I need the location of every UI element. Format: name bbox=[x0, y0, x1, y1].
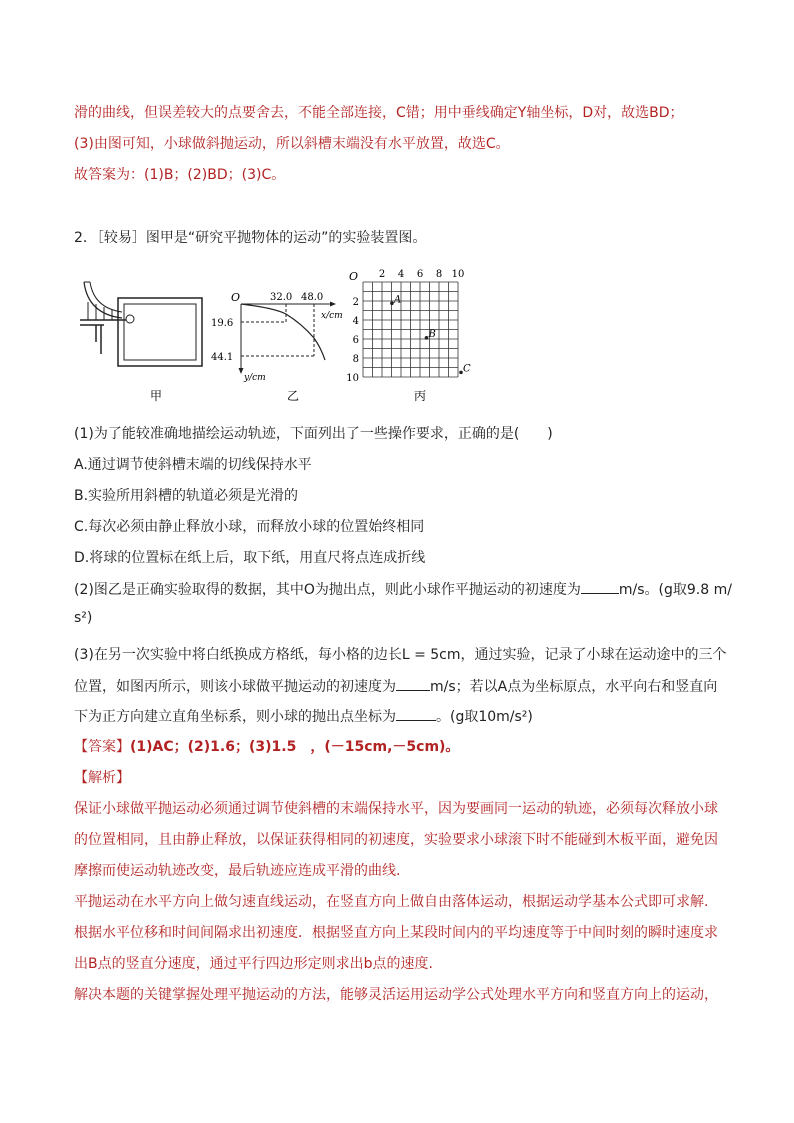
x-tick-label: 10 bbox=[451, 269, 465, 280]
q3-speed-blank[interactable] bbox=[396, 676, 430, 691]
question-part-3-line-2 bbox=[74, 676, 717, 697]
figure-bing-points bbox=[390, 294, 471, 374]
question-part-1: (1)为了能较准确地描绘运动轨迹，下面列出了一些操作要求，正确的是( ) bbox=[74, 426, 553, 442]
q3-coordinate-blank[interactable] bbox=[396, 706, 436, 721]
q2-text-b: m/s。(g取9.8 m/ bbox=[618, 582, 732, 598]
answer-line bbox=[74, 737, 459, 757]
question-title: 2．［较易］图甲是“研究平抛物体的运动”的实验装置图。 bbox=[74, 230, 427, 246]
prev-analysis-line-2: (3)由图可知，小球做斜抛运动，所以斜槽末端没有水平放置，故选C。 bbox=[74, 136, 510, 152]
question-part-3-line-3 bbox=[74, 706, 533, 727]
analysis-paragraph-7: 解决本题的关键掌握处理平抛运动的方法，能够灵活运用运动学公式处理水平方向和竖直方向上的运动， bbox=[74, 987, 718, 1003]
trajectory-point-label: B bbox=[428, 328, 436, 340]
figure-bing-grid bbox=[363, 282, 458, 377]
figure-yi-origin: O bbox=[231, 291, 241, 304]
prev-analysis-line-1: 滑的曲线，但误差较大的点要舍去，不能全部连接，C错；用中垂线确定Y轴坐标，D对，故选BD； bbox=[74, 105, 684, 121]
option-d: D.将球的位置标在纸上后，取下纸，用直尺将点连成折线 bbox=[74, 550, 426, 566]
question-part-2 bbox=[74, 579, 732, 600]
figure-bing-yticks bbox=[346, 297, 359, 384]
figure-jia-caption: 甲 bbox=[149, 389, 163, 403]
q3-text-c2: 。(g取10m/s²) bbox=[436, 709, 533, 725]
question-part-2-unit: s²) bbox=[74, 610, 93, 626]
q3-text-c1: 下为正方向建立直角坐标系，则小球的抛出点坐标为 bbox=[74, 709, 396, 725]
analysis-paragraph-3: 摩擦而使运动轨迹改变，最后轨迹应连成平滑的曲线. bbox=[74, 863, 401, 879]
q2-answer-blank[interactable] bbox=[581, 579, 619, 594]
y-tick-label: 2 bbox=[352, 297, 359, 308]
figure-bing-caption: 丙 bbox=[413, 389, 427, 403]
analysis-paragraph-6: 出B点的竖直分速度，通过平行四边形定则求出b点的速度. bbox=[74, 956, 433, 972]
q2-text-a: (2)图乙是正确实验取得的数据，其中O为抛出点，则此小球作平抛运动的初速度为 bbox=[74, 582, 581, 598]
figure-bing-xticks bbox=[379, 269, 465, 280]
analysis-label: 【解析】 bbox=[74, 770, 130, 786]
trajectory-point-label: A bbox=[393, 294, 402, 306]
answer-label: 【答案】 bbox=[74, 739, 130, 755]
figure-jia-apparatus bbox=[80, 282, 202, 366]
figure-yi-y1-label: 19.6 bbox=[211, 318, 234, 329]
analysis-paragraph-2: 的位置相同，且由静止释放，以保证获得相同的初速度，实验要求小球滚下时不能碰到木板平面，避免因 bbox=[74, 832, 718, 848]
option-b: B.实验所用斜槽的轨道必须是光滑的 bbox=[74, 488, 299, 504]
q3-text-b1: 位置，如图丙所示，则该小球做平抛运动的初速度为 bbox=[74, 679, 396, 695]
option-c: C.每次必须由静止释放小球，而释放小球的位置始终相同 bbox=[74, 519, 425, 535]
trajectory-point-label: C bbox=[463, 363, 471, 375]
y-tick-label: 6 bbox=[352, 335, 359, 346]
y-tick-label: 4 bbox=[352, 316, 359, 327]
prev-answer-summary: 故答案为：(1)B；(2)BD；(3)C。 bbox=[74, 167, 286, 183]
y-tick-label: 8 bbox=[352, 354, 359, 365]
figure-yi-x1-label: 32.0 bbox=[270, 292, 293, 303]
x-tick-label: 2 bbox=[378, 269, 386, 280]
q3-text-b2: m/s；若以A点为坐标原点，水平向右和竖直向 bbox=[430, 679, 718, 695]
x-tick-label: 8 bbox=[435, 269, 443, 280]
figure-yi-yaxis-label: y/cm bbox=[244, 373, 266, 383]
analysis-paragraph-4: 平抛运动在水平方向上做匀速直线运动，在竖直方向上做自由落体运动，根据运动学基本公式即可求解. bbox=[74, 894, 709, 910]
y-tick-label: 10 bbox=[346, 373, 359, 384]
figure-yi-caption: 乙 bbox=[286, 389, 300, 403]
answer-text: (1)AC；(2)1.6；(3)1.5 ，(－15cm,－5cm)。 bbox=[130, 739, 460, 755]
figure-bing-origin: O bbox=[349, 270, 359, 283]
experiment-figures bbox=[74, 262, 494, 410]
figure-yi-xaxis-label: x/cm bbox=[321, 311, 343, 321]
figure-yi-x2-label: 48.0 bbox=[301, 292, 324, 303]
option-a: A.通过调节使斜槽末端的切线保持水平 bbox=[74, 457, 312, 473]
analysis-paragraph-1: 保证小球做平抛运动必须通过调节使斜槽的末端保持水平，因为要画同一运动的轨迹，必须每次释放小球 bbox=[74, 801, 718, 817]
figure-yi-y2-label: 44.1 bbox=[211, 352, 234, 363]
analysis-paragraph-5: 根据水平位移和时间间隔求出初速度．根据竖直方向上某段时间内的平均速度等于中间时刻的瞬时速度求 bbox=[74, 925, 718, 941]
x-tick-label: 4 bbox=[397, 269, 405, 280]
question-part-3-line-1: (3)在另一次实验中将白纸换成方格纸，每小格的边长L = 5cm，通过实验，记录了小球在运动途中的三个 bbox=[74, 647, 727, 663]
x-tick-label: 6 bbox=[416, 269, 424, 280]
